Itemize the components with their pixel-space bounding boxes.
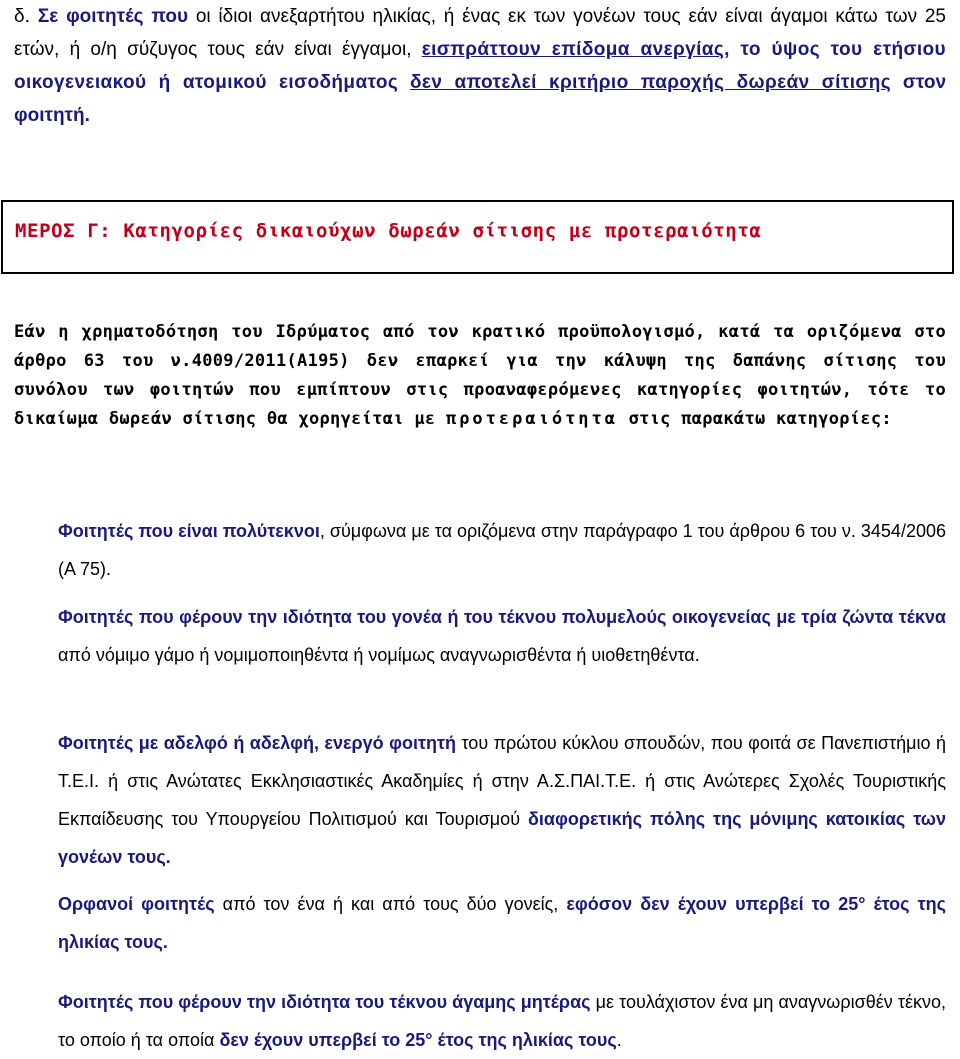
intro-tail: στον φοιτητή. <box>14 72 947 126</box>
intro-part1: οι ίδιοι ανεξαρτήτου ηλικίας, ή ένας εκ των γονέων τους εάν είναι άγαμοι κάτω των 25 ετών, ή ο/η σύζυγος τους εάν είναι έγγαμοι, <box>14 6 946 60</box>
list-item <box>20 885 946 961</box>
item-bold-tail: εφόσον δεν έχουν υπερβεί το 25° έτος της ηλικίας τους. <box>58 894 946 952</box>
item-bold-tail: διαφορετικής πόλης της μόνιμης κατοικίας των γονέων τους. <box>58 809 946 867</box>
section-header-box <box>1 200 954 274</box>
intro-lead: Σε φοιτητές που <box>37 6 189 27</box>
intro-paragraph <box>14 0 946 132</box>
intro-part2: , το ύψος του ετήσιου οικογενειακού ή ατομικού εισοδήματος <box>14 39 946 93</box>
intro-marker: δ. <box>14 6 30 27</box>
list-item <box>20 512 946 588</box>
funding-priority-word: προτεραιότητα <box>445 409 619 429</box>
item-bold: Φοιτητές που φέρουν την ιδιότητα του τέκνου άγαμης μητέρας <box>58 992 591 1012</box>
list-item <box>20 598 946 674</box>
section-title: ΜΕΡΟΣ Γ: Κατηγορίες δικαιούχων δωρεάν σίτισης με προτεραιότητα <box>15 220 762 242</box>
intro-not-criterion: δεν αποτελεί κριτήριο παροχής δωρεάν σίτισης <box>409 72 892 93</box>
item-bold: Φοιτητές που είναι πολύτεκνοι <box>58 521 320 541</box>
list-item <box>20 724 946 876</box>
item-number <box>20 885 58 923</box>
item-text: του πρώτου κύκλου σπουδών, που φοιτά σε Πανεπιστήμιο ή Τ.Ε.Ι. ή στις Ανώτατες Εκκλησιαστικές Ακαδημίες ή στην Α.Σ.ΠΑΙ.Τ.Ε. ή στις Ανώτερες Σχολές Τουριστικής Εκπαίδευσης του Υπουργείου Πολιτισμού και Τουρισμού <box>58 733 946 829</box>
list-item <box>20 983 946 1059</box>
item-number <box>20 983 58 1021</box>
funding-paragraph <box>14 318 946 434</box>
item-text: από νόμιμο γάμο ή νομιμοποιηθέντα ή νομίμως αναγνωρισθέντα ή υιοθετηθέντα. <box>58 645 700 665</box>
item-bold: Φοιτητές με αδελφό ή αδελφή, ενεργό φοιτητή <box>58 733 457 753</box>
item-bold-tail: δεν έχουν υπερβεί το 25° έτος της ηλικίας τους <box>219 1030 617 1050</box>
item-text: με τουλάχιστον ένα μη αναγνωρισθέν τέκνο, το οποίο ή τα οποία <box>58 992 946 1050</box>
item-end: . <box>616 1030 622 1050</box>
funding-part2: στις παρακάτω κατηγορίες: <box>628 409 892 429</box>
item-number <box>20 512 58 550</box>
intro-collect-unemployment: εισπράττουν επίδομα ανεργίας <box>421 39 725 60</box>
item-text: , σύμφωνα με τα οριζόμενα στην παράγραφο 1 του άρθρου 6 του ν. 3454/2006 (Α 75). <box>58 521 946 579</box>
item-number <box>20 724 58 762</box>
item-bold: Φοιτητές που φέρουν την ιδιότητα του γονέα ή του τέκνου πολυμελούς οικογενείας με τρία ζώντα τέκνα <box>58 607 946 627</box>
item-bold: Ορφανοί φοιτητές <box>58 894 215 914</box>
item-number <box>20 598 58 636</box>
funding-part1: Εάν η χρηματοδότηση του Ιδρύματος από τον κρατικό προϋπολογισμό, κατά τα οριζόμενα στο άρθρο 63 του ν.4009/2011(Α195) δεν επαρκεί για την κάλυψη της δαπάνης σίτισης του συνόλου των φοιτητών που εμπίπτουν στις προαναφερόμενες κατηγορίες φοιτητών, τότε το δικαίωμα δωρεάν σίτισης θα χορηγείται με <box>14 322 946 429</box>
item-text: από τον ένα ή και από τους δύο γονείς, <box>222 894 559 914</box>
